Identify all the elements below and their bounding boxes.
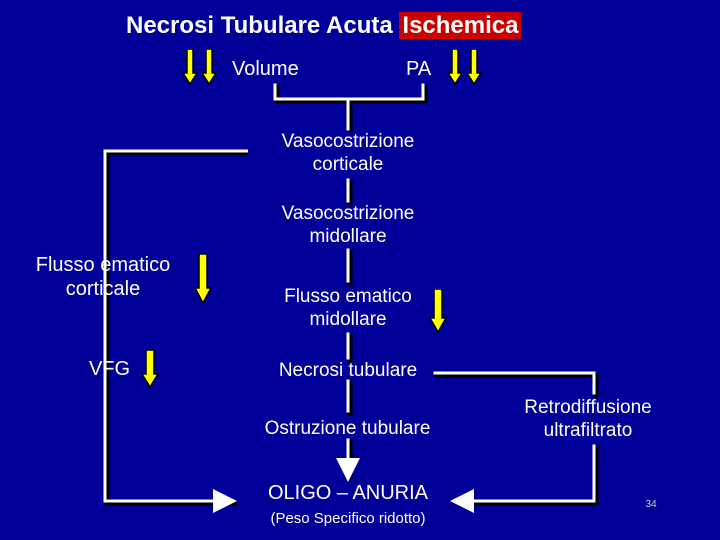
title-highlight: Ischemica xyxy=(399,12,521,39)
node-retro xyxy=(498,397,678,443)
node-vaso-midollare-line2: midollare xyxy=(309,225,387,247)
label-pa: PA xyxy=(406,58,432,80)
slide-number: 34 xyxy=(645,499,657,510)
node-retro-line1: Retrodiffusione xyxy=(524,397,652,418)
node-vaso-midollare-line1: Vasocostrizione xyxy=(281,203,415,224)
node-flusso-corticale xyxy=(8,253,198,301)
node-vaso-midollare xyxy=(248,203,448,249)
node-flusso-corticale-line2: corticale xyxy=(65,278,141,300)
node-flusso-midollare-line1: Flusso ematico xyxy=(284,286,412,307)
loop-right xyxy=(462,446,594,501)
node-necrosi: Necrosi tubulare xyxy=(278,360,418,381)
node-peso: (Peso Specifico ridotto) xyxy=(270,510,426,527)
node-flusso-midollare-line2: midollare xyxy=(309,308,387,330)
bracket-volume-pa xyxy=(275,85,423,99)
node-vaso-corticale xyxy=(248,131,448,177)
node-vfg: VFG xyxy=(88,358,131,380)
node-vaso-corticale-line1: Vasocostrizione xyxy=(281,131,415,152)
node-ostruzione: Ostruzione tubulare xyxy=(264,418,431,439)
node-retro-line2: ultrafiltrato xyxy=(543,419,633,441)
node-flusso-corticale-line1: Flusso ematico xyxy=(35,254,171,276)
loop-left xyxy=(105,151,263,501)
title-main: Necrosi Tubulare Acuta xyxy=(126,12,393,39)
node-oligo: OLIGO – ANURIA xyxy=(267,482,429,504)
down-arrow-volume-icon xyxy=(183,49,219,85)
node-flusso-midollare xyxy=(248,286,448,332)
down-arrow-vfg-icon xyxy=(141,350,159,388)
node-vaso-corticale-line2: corticale xyxy=(312,153,384,175)
down-arrow-pa-icon xyxy=(448,49,484,85)
label-volume: Volume xyxy=(232,58,299,80)
